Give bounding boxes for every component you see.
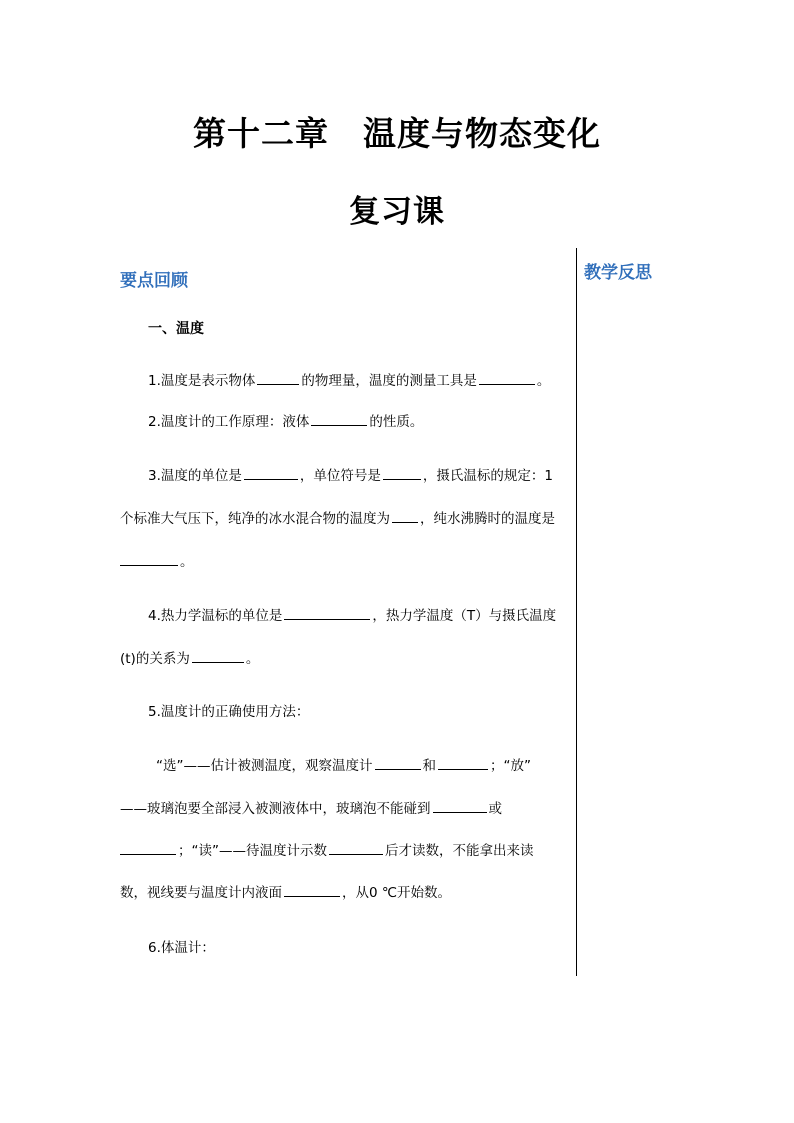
question-2 xyxy=(148,410,423,430)
question-5-line-1 xyxy=(156,754,531,774)
answer-blank[interactable] xyxy=(433,798,487,813)
question-6: 6.体温计： xyxy=(148,940,215,956)
answer-blank[interactable] xyxy=(120,551,178,566)
text: 3.温度的单位是 xyxy=(148,468,242,484)
question-5-title: 5.温度计的正确使用方法： xyxy=(148,704,310,720)
text: 或 xyxy=(488,801,502,817)
question-5-line-4 xyxy=(120,881,451,901)
text: ，热力学温度（T）与摄氏温度 xyxy=(372,608,557,624)
answer-blank[interactable] xyxy=(375,755,421,770)
text: ；“放” xyxy=(490,758,531,774)
question-3-line-1 xyxy=(148,464,553,484)
answer-blank[interactable] xyxy=(329,840,383,855)
text: 2.温度计的工作原理：液体 xyxy=(148,414,310,430)
text: “选”——估计被测温度，观察温度计 xyxy=(156,758,373,774)
answer-blank[interactable] xyxy=(284,605,370,620)
teaching-reflection-heading: 教学反思 xyxy=(584,263,652,283)
question-4-line-2 xyxy=(120,647,259,667)
question-3-line-3 xyxy=(120,550,194,570)
text: 。 xyxy=(536,373,551,389)
text: ，单位符号是 xyxy=(299,468,381,484)
question-5-line-2 xyxy=(120,797,502,817)
text: 后才读数，不能拿出来读 xyxy=(385,843,534,859)
section-temperature-heading: 一、温度 xyxy=(148,321,204,337)
question-1 xyxy=(148,369,550,389)
column-divider xyxy=(576,248,577,976)
answer-blank[interactable] xyxy=(479,370,535,385)
text: ；“读”——待温度计示数 xyxy=(178,843,327,859)
text: 。 xyxy=(180,554,194,570)
text: ，从0 ℃开始数。 xyxy=(342,885,452,901)
question-4-line-1 xyxy=(148,604,556,624)
text: ，摄氏温标的规定：1 xyxy=(422,468,553,484)
question-3-line-2 xyxy=(120,507,555,527)
text: 和 xyxy=(422,758,436,774)
question-5-line-3 xyxy=(120,839,534,859)
text: 数，视线要与温度计内液面 xyxy=(120,885,282,901)
answer-blank[interactable] xyxy=(392,508,418,523)
text: ——玻璃泡要全部浸入被测液体中，玻璃泡不能碰到 xyxy=(120,801,431,817)
lesson-subtitle: 复习课 xyxy=(349,194,445,230)
text: 1.温度是表示物体 xyxy=(148,373,256,389)
text: ，纯水沸腾时的温度是 xyxy=(420,511,555,527)
text: 个标准大气压下，纯净的冰水混合物的温度为 xyxy=(120,511,390,527)
answer-blank[interactable] xyxy=(244,465,298,480)
chapter-title: 第十二章 温度与物态变化 xyxy=(193,114,601,153)
text: 的物理量，温度的测量工具是 xyxy=(301,373,477,389)
answer-blank[interactable] xyxy=(257,370,299,385)
key-points-heading: 要点回顾 xyxy=(120,271,188,291)
text: 。 xyxy=(245,651,260,667)
text: 4.热力学温标的单位是 xyxy=(148,608,283,624)
answer-blank[interactable] xyxy=(438,755,488,770)
answer-blank[interactable] xyxy=(120,840,176,855)
answer-blank[interactable] xyxy=(192,648,244,663)
answer-blank[interactable] xyxy=(284,882,340,897)
answer-blank[interactable] xyxy=(311,411,367,426)
text: (t)的关系为 xyxy=(120,651,190,667)
answer-blank[interactable] xyxy=(383,465,421,480)
text: 的性质。 xyxy=(369,414,424,430)
